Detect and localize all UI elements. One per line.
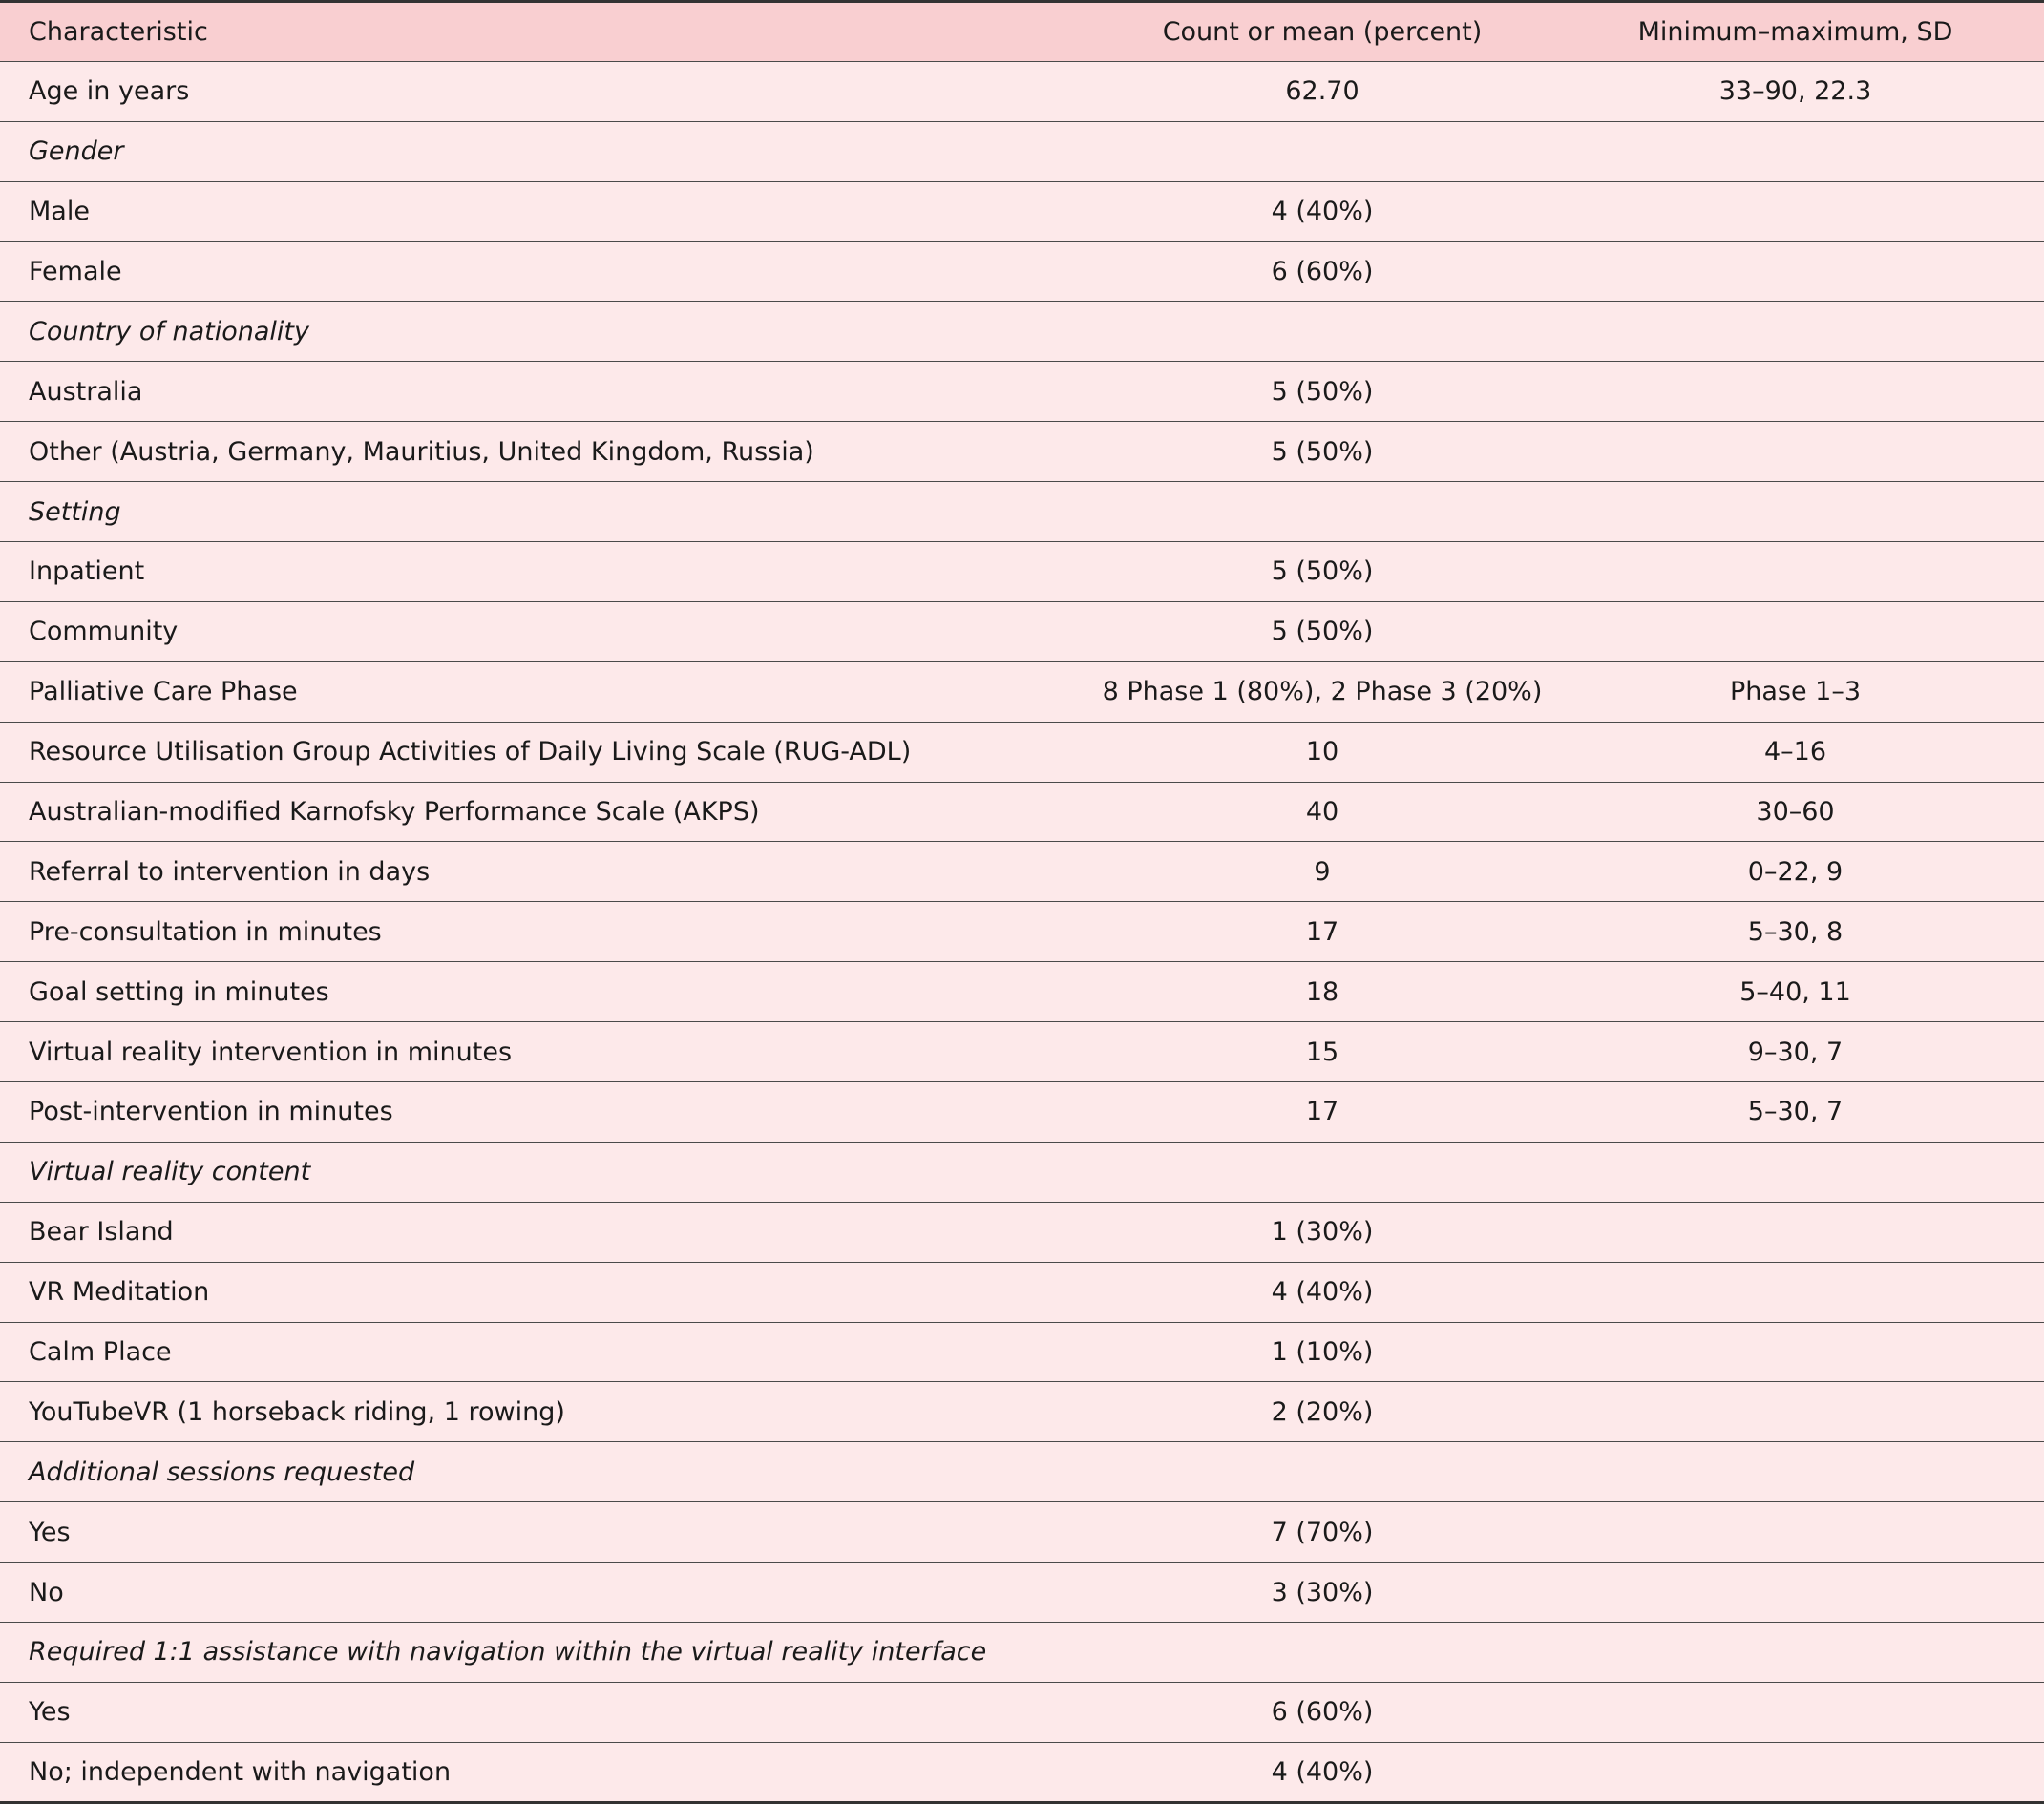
row-range-value (1547, 1262, 2044, 1322)
row-range-value: 0–22, 9 (1747, 856, 1844, 887)
table-row (0, 1082, 2044, 1143)
row-count-value (1098, 1142, 1547, 1202)
table-row (0, 1202, 2044, 1262)
row-range-value (1547, 1442, 2044, 1502)
row-count-value: 4 (40%) (1271, 197, 1374, 227)
row-label: Female (29, 257, 122, 286)
row-label: Additional sessions requested (29, 1457, 415, 1487)
table-row (0, 1742, 2044, 1802)
row-range-value: 9–30, 7 (1747, 1037, 1844, 1067)
row-range-value: 5–30, 7 (1747, 1097, 1844, 1127)
header-row (0, 2, 2044, 62)
row-label: Post-intervention in minutes (29, 1097, 393, 1127)
section-header-row (0, 1442, 2044, 1502)
row-range-value: 5–30, 8 (1747, 916, 1844, 947)
row-count-value: 40 (1305, 797, 1339, 828)
row-count-value: 8 Phase 1 (80%), 2 Phase 3 (20%) (1102, 677, 1543, 707)
row-count-value: 5 (50%) (1271, 617, 1374, 647)
row-count-value: 6 (60%) (1271, 257, 1374, 286)
row-label: Male (29, 197, 90, 227)
table-row (0, 661, 2044, 722)
row-range-value (1547, 1202, 2044, 1262)
table-row (0, 1382, 2044, 1442)
row-label: Required 1:1 assistance with navigation within the virtual reality interface (29, 1637, 987, 1668)
table-row (0, 1682, 2044, 1742)
row-range-value: Phase 1–3 (1729, 677, 1862, 707)
row-label: Gender (29, 136, 124, 167)
table-row (0, 241, 2044, 302)
row-label: Setting (29, 496, 121, 527)
row-label: YouTubeVR (1 horseback riding, 1 rowing) (29, 1396, 565, 1427)
row-label: Age in years (29, 76, 190, 107)
table-row (0, 362, 2044, 422)
row-label: Yes (29, 1697, 71, 1728)
table-row (0, 61, 2044, 121)
row-count-value: 5 (50%) (1271, 556, 1374, 587)
row-range-value (1547, 542, 2044, 602)
table-header (0, 2, 2044, 62)
column-header-range: Minimum–maximum, SD (1637, 16, 1953, 47)
table-row (0, 782, 2044, 842)
row-label: Calm Place (29, 1337, 172, 1368)
row-range-value (1547, 601, 2044, 661)
row-count-value: 18 (1305, 976, 1339, 1007)
row-count-value (1098, 121, 1547, 181)
row-count-value (1098, 302, 1547, 362)
row-range-value (1547, 362, 2044, 422)
table-row (0, 1502, 2044, 1563)
table-row (0, 1262, 2044, 1322)
row-label: No; independent with navigation (29, 1756, 452, 1787)
row-label: Pre-consultation in minutes (29, 916, 382, 947)
row-range-value (1547, 1322, 2044, 1382)
row-count-value: 1 (10%) (1271, 1337, 1374, 1368)
row-range-value: 5–40, 11 (1739, 976, 1851, 1007)
row-range-value (1547, 241, 2044, 302)
row-range-value (1547, 1502, 2044, 1563)
row-count-value (1098, 1442, 1547, 1502)
column-header-characteristic: Characteristic (29, 16, 208, 47)
section-header-row (0, 1623, 2044, 1683)
row-label: Palliative Care Phase (29, 677, 298, 707)
row-count-value: 15 (1305, 1037, 1339, 1067)
row-label: Country of nationality (29, 316, 309, 346)
table-row (0, 542, 2044, 602)
table-row (0, 1563, 2044, 1623)
table-row (0, 722, 2044, 782)
row-range-value (1547, 1382, 2044, 1442)
table-row (0, 422, 2044, 482)
column-header-count: Count or mean (percent) (1162, 16, 1483, 47)
section-header-row (0, 121, 2044, 181)
row-count-value: 17 (1305, 916, 1339, 947)
row-range-value (1547, 181, 2044, 241)
row-label: VR Meditation (29, 1277, 210, 1308)
row-range-value: 30–60 (1756, 797, 1835, 828)
row-count-value: 6 (60%) (1271, 1697, 1374, 1728)
row-label: Australia (29, 376, 143, 407)
row-range-value (1547, 1742, 2044, 1802)
row-label: Virtual reality content (29, 1157, 311, 1187)
row-label: Community (29, 617, 179, 647)
row-count-value: 4 (40%) (1271, 1277, 1374, 1308)
row-count-value: 17 (1305, 1097, 1339, 1127)
row-range-value (1547, 482, 2044, 542)
row-count-value: 3 (30%) (1271, 1577, 1374, 1607)
row-label: Referral to intervention in days (29, 856, 431, 887)
row-count-value: 10 (1305, 737, 1339, 767)
row-label: No (29, 1577, 64, 1607)
row-range-value (1547, 121, 2044, 181)
row-label: Australian-modified Karnofsky Performance Scale (AKPS) (29, 797, 760, 828)
row-range-value (1547, 1682, 2044, 1742)
section-header-row (0, 1142, 2044, 1202)
row-label: Other (Austria, Germany, Mauritius, United Kingdom, Russia) (29, 436, 814, 467)
section-header-row (0, 482, 2044, 542)
row-count-value: 62.70 (1285, 76, 1359, 107)
row-range-value (1547, 1623, 2044, 1683)
row-label: Goal setting in minutes (29, 976, 329, 1007)
row-count-value: 7 (70%) (1271, 1517, 1374, 1547)
row-label: Resource Utilisation Group Activities of Daily Living Scale (RUG-ADL) (29, 737, 912, 767)
table-row (0, 902, 2044, 962)
row-range-value (1547, 1563, 2044, 1623)
row-range-value: 4–16 (1763, 737, 1827, 767)
row-range-value: 33–90, 22.3 (1718, 76, 1872, 107)
section-header-row (0, 302, 2044, 362)
row-count-value: 9 (1314, 856, 1331, 887)
table-row (0, 842, 2044, 902)
row-range-value (1547, 1142, 2044, 1202)
row-count-value: 5 (50%) (1271, 376, 1374, 407)
row-label: Inpatient (29, 556, 145, 587)
table-row (0, 181, 2044, 241)
table-row (0, 601, 2044, 661)
row-label: Virtual reality intervention in minutes (29, 1037, 513, 1067)
row-count-value: 5 (50%) (1271, 436, 1374, 467)
row-label: Yes (29, 1517, 71, 1547)
table-row (0, 1022, 2044, 1082)
row-count-value: 1 (30%) (1271, 1217, 1374, 1248)
row-count-value (1098, 1623, 1547, 1683)
table-row (0, 1322, 2044, 1382)
row-label: Bear Island (29, 1217, 174, 1248)
row-count-value: 2 (20%) (1271, 1396, 1374, 1427)
row-count-value: 4 (40%) (1271, 1756, 1374, 1787)
row-count-value (1098, 482, 1547, 542)
table-row (0, 962, 2044, 1022)
row-range-value (1547, 302, 2044, 362)
row-range-value (1547, 422, 2044, 482)
table-body (0, 61, 2044, 1802)
